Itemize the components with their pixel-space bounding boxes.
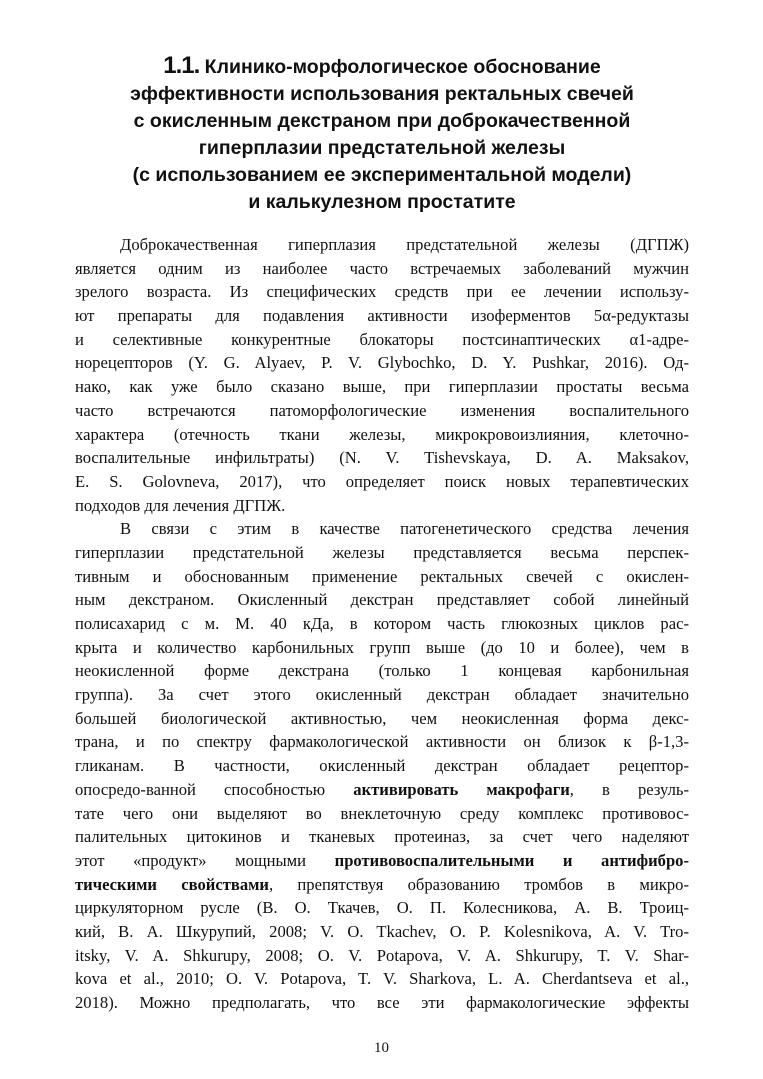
text-line: воспалительные инфильтраты) (N. V. Tishevskaya, D. A. Maksakov, xyxy=(75,448,689,468)
text-line: E. S. Golovneva, 2017), что определяет поиск новых терапевтических xyxy=(75,471,689,491)
text-line: тическими свойствами, препятствуя образованию тромбов в микро- xyxy=(75,874,689,894)
section-number: 1.1. xyxy=(163,52,200,79)
text-line: группа). За счет этого окисленный декстран обладает значительно xyxy=(75,685,689,705)
text-line: гиперплазии предстательной железы представляется весьма перспек- xyxy=(75,542,689,562)
page-number: 10 xyxy=(374,1040,389,1056)
text-line: большей биологической активностью, чем неокисленная форма декс- xyxy=(75,708,689,728)
text-line: ют препараты для подавления активности изоферментов 5α-редуктазы xyxy=(75,306,689,326)
text-line: часто встречаются патоморфологические изменения воспалительного xyxy=(75,400,689,420)
text-line: itsky, V. A. Shkurupy, 2008; O. V. Potapova, V. A. Shkurupy, T. V. Shar- xyxy=(75,945,689,965)
title-line: гиперплазии предстательной железы xyxy=(198,137,566,159)
text-line: тивным и обоснованным применение ректальных свечей с окислен- xyxy=(75,566,689,586)
text-line: крыта и количество карбонильных групп выше (до 10 и более), чем в xyxy=(75,637,689,657)
text-line: этот «продукт» мощными противовоспалительными и антифибро- xyxy=(75,850,689,870)
bold-emphasis: активировать макрофаги xyxy=(353,779,570,799)
text-line: В связи с этим в качестве патогенетического средства лечения xyxy=(120,519,689,539)
title-line: с окисленным декстраном при доброкачественной xyxy=(133,110,631,132)
text-line: нако, как уже было сказано выше, при гиперплазии простаты весьма xyxy=(75,377,689,397)
text-line: палительных цитокинов и тканевых протеиназ, за счет чего наделяют xyxy=(75,827,689,847)
text-line: Доброкачественная гиперплазия предстательной железы (ДГПЖ) xyxy=(120,235,689,254)
text-line: норецепторов (Y. G. Alyaev, P. V. Glybochko, D. Y. Pushkar, 2016). Од- xyxy=(75,353,689,373)
title-line: и калькулезном простатите xyxy=(248,191,516,213)
text-line: характера (отечность ткани железы, микрокровоизлияния, клеточно- xyxy=(75,424,689,444)
text-line: полисахарид с м. М. 40 кДа, в котором часть глюкозных циклов рас- xyxy=(75,614,689,633)
text-line: неокисленной форме декстрана (только 1 концевая карбонильная xyxy=(75,661,689,681)
text-line: опосредо-ванной способностью активировать макрофаги, в резуль- xyxy=(75,779,689,799)
text-line: гликанам. В частности, окисленный декстран обладает рецептор- xyxy=(75,756,689,776)
text-line: kova et al., 2010; O. V. Potapova, T. V. Sharkova, L. A. Cherdantseva et al., xyxy=(75,969,689,989)
text-line: является одним из наиболее часто встречаемых заболеваний мужчин xyxy=(75,258,689,278)
text-line: подходов для лечения ДГПЖ. xyxy=(75,495,286,515)
text-line: кий, В. А. Шкурупий, 2008; V. O. Tkachev, O. P. Kolesnikova, A. V. Tro- xyxy=(75,921,689,941)
text-line: ным декстраном. Окисленный декстран представляет собой линейный xyxy=(75,590,689,610)
bold-emphasis: противовоспалительными и антифибро- xyxy=(334,850,689,870)
document-page xyxy=(75,52,689,1015)
text-line: и селективные конкурентные блокаторы постсинаптических α1-адре- xyxy=(75,329,689,349)
paragraph-oxidized-dextran xyxy=(75,517,689,1014)
section-title xyxy=(75,52,689,216)
title-line: (с использованием ее экспериментальной модели) xyxy=(132,164,632,186)
title-line: эффективности использования ректальных свечей xyxy=(130,83,634,105)
bold-emphasis: тическими свойствами xyxy=(75,874,269,894)
title-line: 1.1. Клинико-морфологическое обоснование xyxy=(163,52,601,79)
paragraph-bph-intro xyxy=(75,233,689,517)
text-line: тате чего они выделяют во внеклеточную среду комплекс противовос- xyxy=(75,803,689,823)
text-line: 2018). Можно предполагать, что все эти фармакологические эффекты xyxy=(75,993,689,1012)
text-line: циркуляторном русле (В. О. Ткачев, О. П. Колесникова, А. В. Троиц- xyxy=(75,898,689,918)
text-line: зрелого возраста. Из специфических средств при ее лечении использу- xyxy=(75,282,689,302)
text-line: трана, и по спектру фармакологической активности он близок к β-1,3- xyxy=(75,732,689,752)
